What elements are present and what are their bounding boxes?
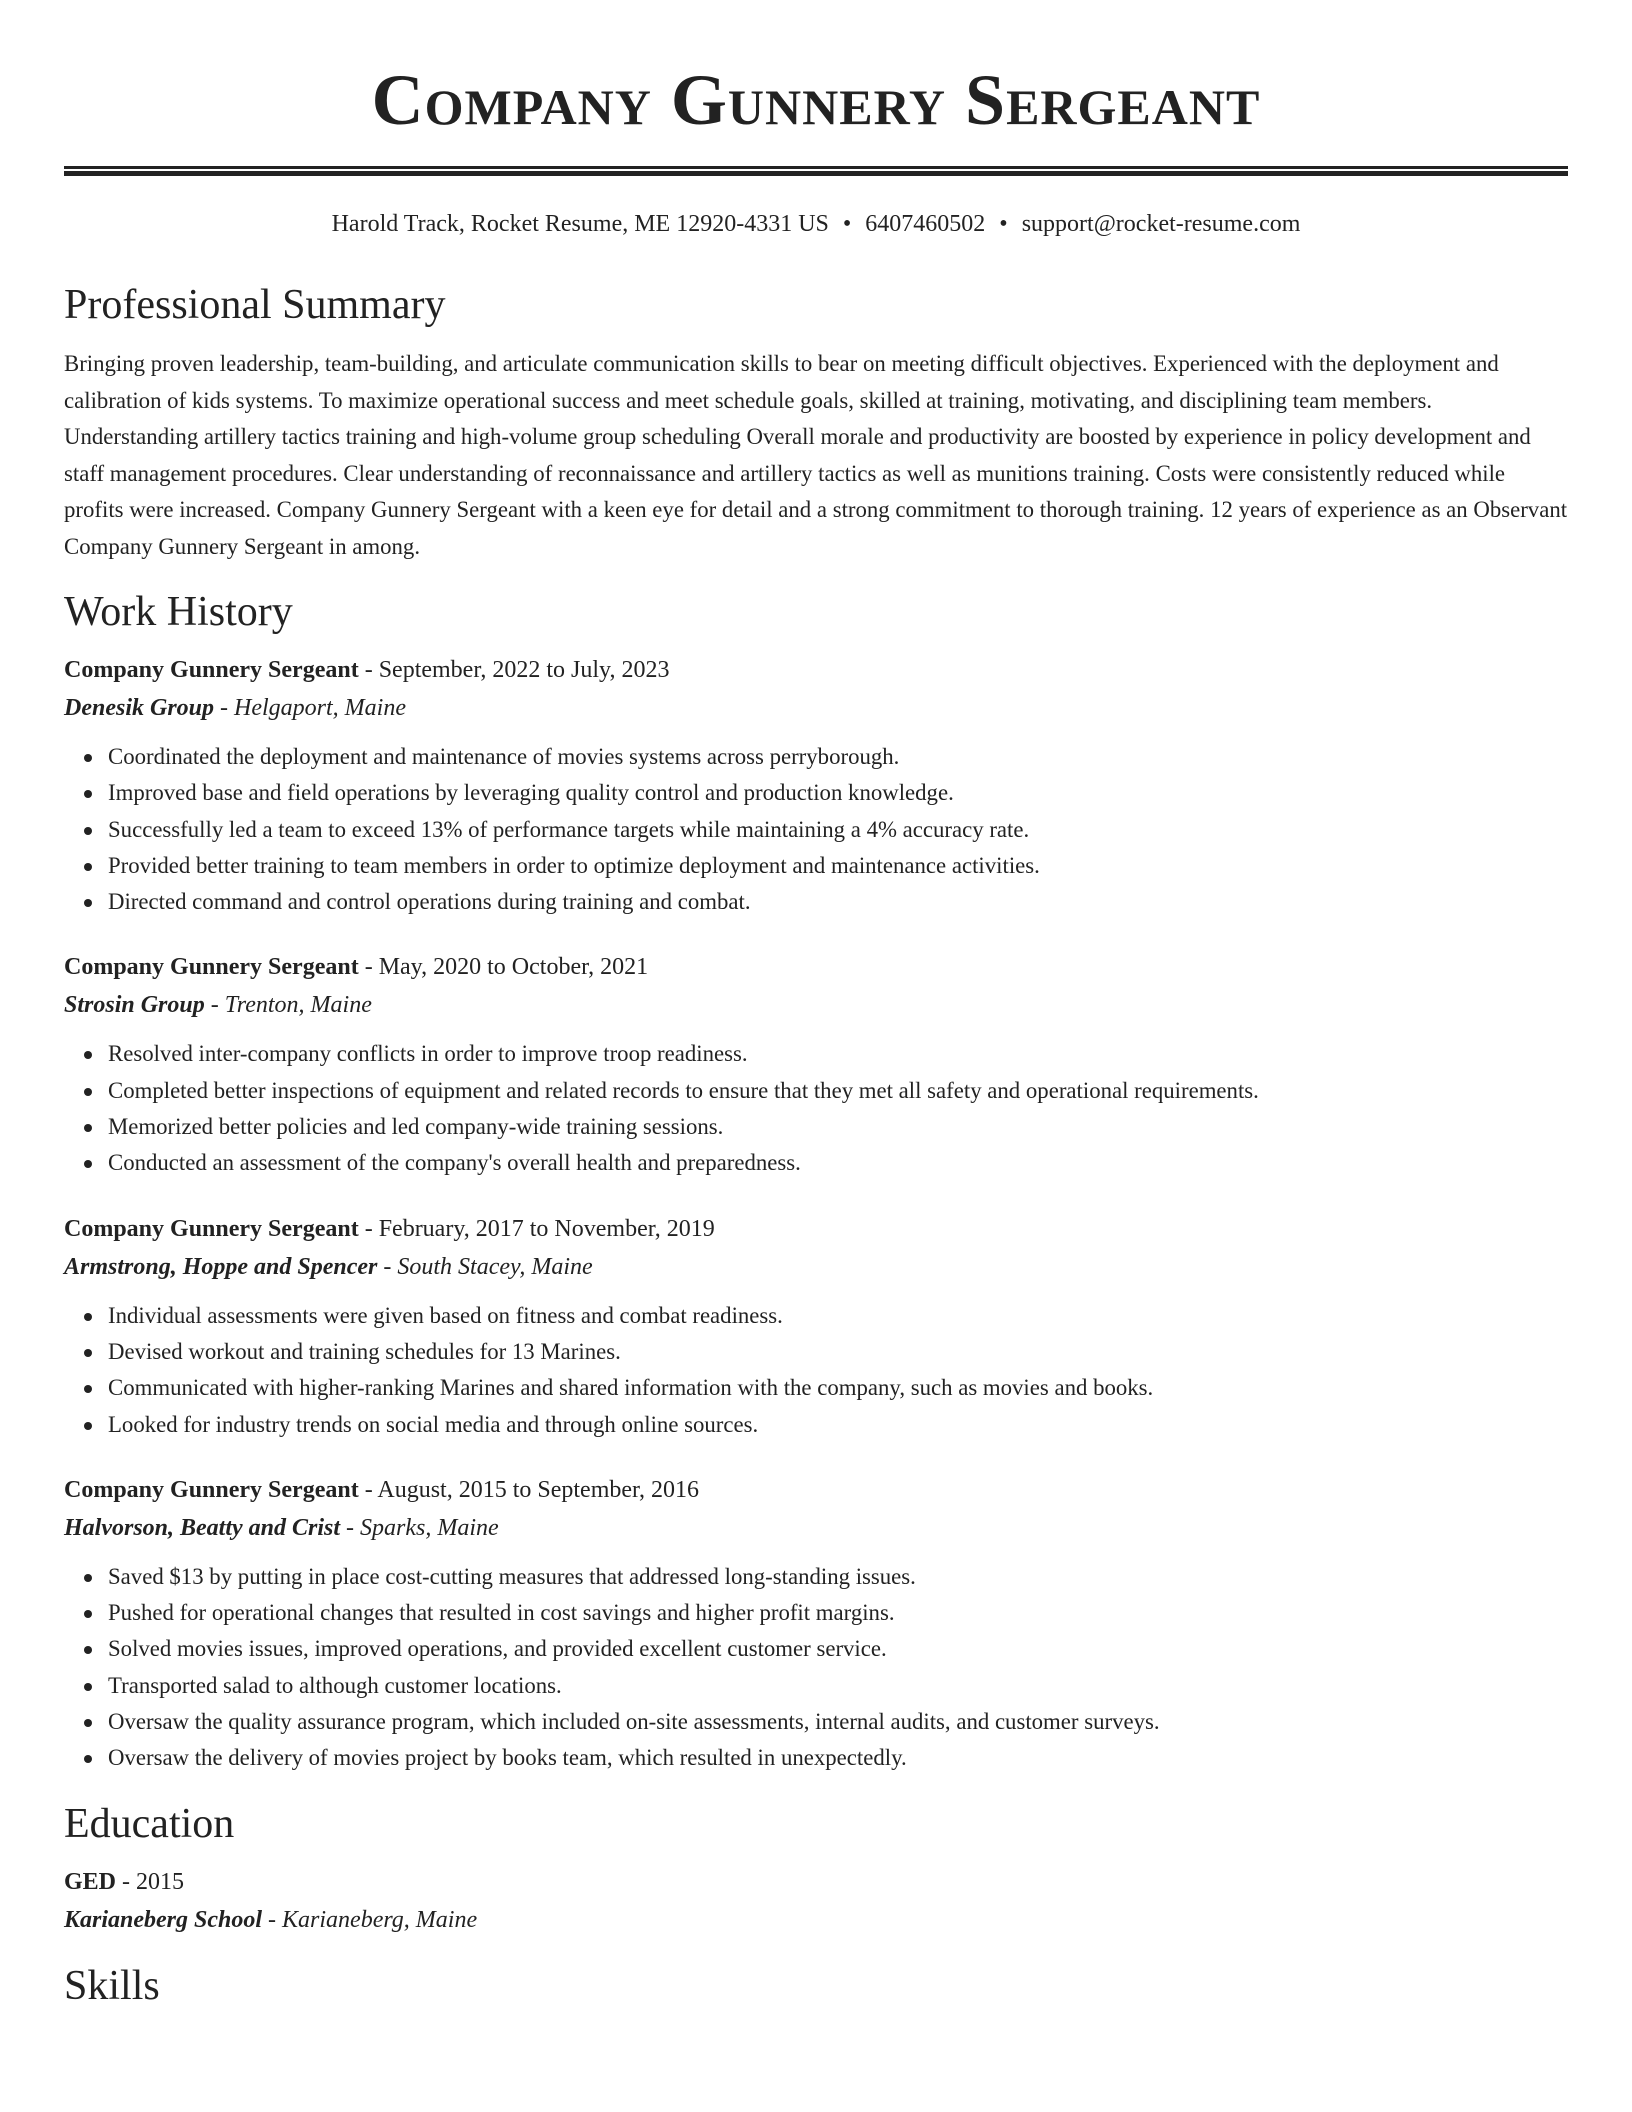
job-bullet: Conducted an assessment of the company's overall health and preparedness. [108,1145,1568,1181]
education-entry [64,1863,1568,1939]
job-company-line: Halvorson, Beatty and Crist - Sparks, Maine [64,1514,499,1541]
job-company-line: Armstrong, Hoppe and Spencer - South Stacey, Maine [64,1253,593,1280]
job-location: Trenton, Maine [224,992,372,1019]
education-heading: Education [64,1800,235,1847]
contact-separator: • [842,211,852,237]
job-title-line: Company Gunnery Sergeant - February, 2017 to November, 2019 [64,1215,715,1242]
contact-phone: 6407460502 [865,211,986,237]
job-bullet-list [64,1559,1568,1777]
job-location: Sparks, Maine [360,1514,499,1541]
job-bullet: Successfully led a team to exceed 13% of performance targets while maintaining a 4% accuracy rate. [108,812,1568,848]
work-history-heading: Work History [64,589,293,635]
job-role: Company Gunnery Sergeant [64,1476,359,1503]
job-bullet: Completed better inspections of equipment and related records to ensure that they met all safety and operational requirements. [108,1073,1568,1109]
title-double-rule [64,166,1568,176]
job-entry [64,1210,1568,1443]
job-role: Company Gunnery Sergeant [64,657,359,683]
job-bullet: Saved $13 by putting in place cost-cutting measures that addressed long-standing issues. [108,1559,1568,1595]
education-degree-line: GED - 2015 [64,1868,185,1895]
job-company: Denesik Group [64,695,215,721]
resume-page [64,0,1568,2011]
job-bullet: Coordinated the deployment and maintenance of movies systems across perryborough. [108,739,1568,775]
job-dates: August, 2015 to September, 2016 [377,1476,700,1503]
job-bullet: Oversaw the quality assurance program, which included on-site assessments, internal audits, and customer surveys. [108,1704,1568,1740]
job-company: Armstrong, Hoppe and Spencer [64,1253,378,1280]
education-school: Karianeberg School [64,1906,263,1933]
job-bullet: Oversaw the delivery of movies project by books team, which resulted in unexpectedly. [108,1740,1568,1776]
job-dates: September, 2022 to July, 2023 [378,657,670,683]
job-company-line: Strosin Group - Trenton, Maine [64,992,372,1019]
job-bullet: Provided better training to team members in order to optimize deployment and maintenance activities. [108,848,1568,884]
job-bullet: Solved movies issues, improved operations, and provided excellent customer service. [108,1631,1568,1667]
contact-email: support@rocket-resume.com [1021,211,1301,237]
job-bullet-list [64,1298,1568,1443]
education-location: Karianeberg, Maine [282,1906,478,1933]
job-bullet: Directed command and control operations during training and combat. [108,884,1568,920]
job-bullet-list [64,739,1568,920]
resume-title: Company Gunnery Sergeant [371,60,1261,140]
job-bullet: Looked for industry trends on social media and through online sources. [108,1407,1568,1443]
job-location: South Stacey, Maine [397,1253,593,1280]
job-bullet: Devised workout and training schedules for 13 Marines. [108,1334,1568,1370]
contact-address: Harold Track, Rocket Resume, ME 12920-4331 US [331,211,829,237]
job-bullet: Pushed for operational changes that resulted in cost savings and higher profit margins. [108,1595,1568,1631]
contact-line [64,208,1568,240]
job-role: Company Gunnery Sergeant [64,954,359,981]
job-bullet: Individual assessments were given based on fitness and combat readiness. [108,1298,1568,1334]
job-bullet: Resolved inter-company conflicts in order to improve troop readiness. [108,1036,1568,1072]
job-dates: May, 2020 to October, 2021 [378,954,649,981]
job-company: Strosin Group [64,992,205,1019]
contact-separator: • [999,211,1008,237]
job-entry [64,948,1568,1181]
summary-text: Bringing proven leadership, team-building, and articulate communication skills to bear on meeting difficult objectives. Experienced with the deployment and calibration of kids systems. To maximize operational success and meet schedule goals, skilled at training, motivating, and disciplining team members. Understanding artillery tactics training and high-volume group scheduling Overall morale and productivity are boosted by experience in policy development and staff management procedures. Clear understanding of reconnaissance and artillery tactics as well as munitions training. Costs were consistently reduced while profits were increased. Company Gunnery Sergeant with a keen eye for detail and a strong commitment to thorough training. 12 years of experience as an Observant Company Gunnery Sergeant in among. [64,351,1568,559]
job-dates: February, 2017 to November, 2019 [378,1215,715,1242]
job-bullet: Improved base and field operations by leveraging quality control and production knowledge. [108,775,1568,811]
job-title-line: Company Gunnery Sergeant - September, 2022 to July, 2023 [64,657,670,683]
job-company: Halvorson, Beatty and Crist [64,1514,341,1541]
job-bullet-list [64,1036,1568,1181]
job-bullet: Communicated with higher-ranking Marines and shared information with the company, such as movies and books. [108,1370,1568,1406]
job-location: Helgaport, Maine [234,695,406,721]
job-bullet: Transported salad to although customer locations. [108,1668,1568,1704]
job-title-line: Company Gunnery Sergeant - August, 2015 to September, 2016 [64,1476,700,1503]
education-school-line: Karianeberg School - Karianeberg, Maine [64,1906,478,1933]
work-history-list [64,651,1568,1777]
job-company-line: Denesik Group - Helgaport, Maine [64,695,406,721]
job-entry [64,1471,1568,1777]
job-role: Company Gunnery Sergeant [64,1215,359,1242]
education-year: 2015 [136,1868,185,1895]
job-bullet: Memorized better policies and led company-wide training sessions. [108,1109,1568,1145]
education-degree: GED [64,1868,117,1895]
job-title-line: Company Gunnery Sergeant - May, 2020 to October, 2021 [64,954,649,981]
skills-heading: Skills [64,1962,160,2009]
summary-heading: Professional Summary [64,282,446,328]
job-entry [64,651,1568,920]
